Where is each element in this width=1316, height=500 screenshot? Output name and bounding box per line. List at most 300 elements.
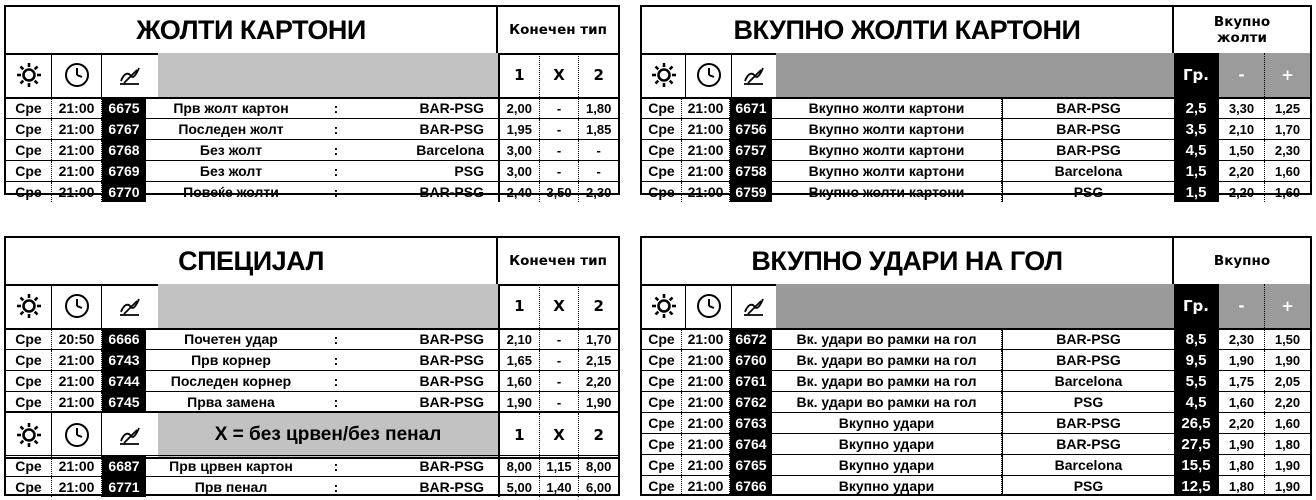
odd-under[interactable]: 2,30 [1219,329,1265,349]
team-name: Barcelona [1002,455,1174,475]
day-cell: Сре [642,140,682,160]
odds-cells [498,161,618,181]
panel-title: ВКУПНО УДАРИ НА ГОЛ [751,245,1063,276]
odd-x[interactable]: 1,40 [540,477,580,497]
odd-under[interactable]: 2,20 [1219,182,1265,202]
odd-under[interactable]: 1,60 [1219,392,1265,412]
day-cell: Сре [642,98,682,118]
odd-over[interactable]: 1,70 [1274,121,1301,137]
shots-row[interactable] [642,370,1310,391]
clock-icon [52,284,102,328]
time-cell: 21:00 [682,161,730,181]
odd-under[interactable]: 1,80 [1219,476,1265,496]
day-cell: Сре [6,140,52,160]
odd-1[interactable]: 5,00 [500,477,540,497]
odds-title: Вкупно [1172,238,1310,284]
event-code: 6770 [102,182,146,202]
icon-bar-secondary [6,411,618,459]
day-cell: Сре [6,371,52,391]
team-name: BAR-PSG [419,121,484,137]
separator: : [333,121,339,137]
market-cell [146,182,498,202]
odd-1[interactable]: 1,95 [500,119,540,139]
time-cell: 21:00 [682,140,730,160]
odd-under[interactable]: 3,30 [1219,98,1265,118]
odds-title: Конечен тип [496,7,618,53]
time-cell: 21:00 [52,119,102,139]
time-cell: 21:00 [52,477,102,497]
day-cell: Сре [6,477,52,497]
market-cell [146,119,498,139]
time-cell: 21:00 [52,140,102,160]
market-name: Прва замена [187,394,275,410]
odds-cells [498,119,618,139]
market-name: Вкупно удари [772,434,1002,454]
market-name: Вкупно жолти картони [772,161,1002,181]
odds-cells [498,371,618,391]
event-code: 6743 [102,350,146,370]
odd-1[interactable]: 1,60 [500,371,540,391]
separator: : [333,458,339,474]
day-cell: Сре [642,371,682,391]
market-cell [146,329,498,349]
time-cell: 21:00 [52,350,102,370]
odd-over[interactable]: 1,60 [1274,415,1301,431]
special-row[interactable] [6,370,618,391]
market-name: Повеќе жолти [183,184,279,200]
time-cell: 21:00 [682,182,730,202]
odds-title: Конечен тип [496,238,618,284]
time-cell: 21:00 [682,455,730,475]
odds-headers [1174,53,1310,97]
team-name: BAR-PSG [419,352,484,368]
total-yellow-row[interactable] [642,139,1310,160]
team-name: BAR-PSG [419,184,484,200]
line-cell: 27,5 [1174,434,1218,454]
market-name: Прв црвен картон [169,458,293,474]
panel-header [6,7,618,55]
market-name: Прв пенал [194,479,268,495]
odd-2[interactable]: 1,85 [586,121,612,137]
odd-1[interactable]: 3,00 [500,140,540,160]
icon-bar [6,53,618,99]
special-panel [4,236,620,496]
odds-header-1: 1 [500,284,540,328]
day-cell: Сре [642,329,682,349]
odd-1[interactable]: 2,40 [500,182,540,202]
event-code: 6763 [730,413,772,433]
day-cell: Сре [6,98,52,118]
panel-header [642,238,1310,286]
time-cell: 21:00 [52,161,102,181]
line-cell: 1,5 [1174,182,1218,202]
odds-cells [1218,371,1310,391]
day-cell: Сре [6,329,52,349]
pen-icon [102,413,158,457]
line-cell: 2,5 [1174,98,1218,118]
event-code: 6687 [102,456,146,476]
pen-icon [102,53,158,97]
line-cell: 12,5 [1174,476,1218,496]
odds-header-line: Гр. [1174,53,1219,97]
special-row[interactable] [6,328,618,349]
separator: : [333,100,339,116]
odd-2[interactable]: 2,30 [586,184,612,200]
odd-1[interactable]: 2,00 [500,98,540,118]
team-name: PSG [1002,392,1174,412]
time-cell: 21:00 [52,392,102,412]
shots-row[interactable] [642,328,1310,349]
total-yellow-panel [640,5,1312,201]
sun-icon [642,284,686,328]
header-fill [158,284,498,328]
team-name: PSG [1002,182,1174,202]
odds-header-over: + [1265,284,1310,328]
odd-over[interactable]: 2,30 [1274,142,1301,158]
market-cell [146,456,498,476]
market-name: Прв жолт картон [173,100,289,116]
odd-over[interactable]: 1,50 [1274,331,1301,347]
total-yellow-row[interactable] [642,97,1310,118]
event-code: 6671 [730,98,772,118]
market-name: Вк. удари во рамки на гол [772,350,1002,370]
odd-over[interactable]: 2,20 [1274,394,1301,410]
odds-cells [498,329,618,349]
odd-under[interactable]: 1,50 [1219,140,1265,160]
yellow-row[interactable] [6,139,618,160]
market-name: Вкупно жолти картони [772,119,1002,139]
odds-title [1172,7,1310,53]
odd-over[interactable]: 1,90 [1274,457,1301,473]
event-code: 6666 [102,329,146,349]
market-cell [146,161,498,181]
odd-x[interactable]: - [540,140,580,160]
line-cell: 1,5 [1174,161,1218,181]
separator: : [333,142,339,158]
odd-over[interactable]: 1,60 [1274,163,1301,179]
day-cell: Сре [642,350,682,370]
yellow-row[interactable] [6,118,618,139]
line-cell: 3,5 [1174,119,1218,139]
total-yellow-row[interactable] [642,181,1310,202]
time-cell: 21:00 [682,98,730,118]
odd-2[interactable]: 8,00 [586,458,612,474]
team-name: BAR-PSG [419,458,484,474]
odd-1[interactable]: 1,65 [500,350,540,370]
event-code: 6771 [102,477,146,497]
market-name: Прв корнер [191,352,271,368]
odds-headers [498,284,618,328]
odd-2[interactable]: 2,20 [586,373,612,389]
day-cell: Сре [6,161,52,181]
odd-x[interactable]: - [540,98,580,118]
market-name: Вкупно жолти картони [772,182,1002,202]
odds-cells [1218,119,1310,139]
odd-1[interactable]: 1,90 [500,392,540,412]
odd-2[interactable]: - [596,142,601,158]
odds-cells [1218,455,1310,475]
event-code: 6757 [730,140,772,160]
odds-cells [1218,140,1310,160]
odd-1[interactable]: 3,00 [500,161,540,181]
line-cell: 5,5 [1174,371,1218,391]
special-row[interactable] [6,455,618,476]
odd-over[interactable]: 1,60 [1274,184,1301,200]
shots-panel [640,236,1312,496]
team-name: BAR-PSG [1002,350,1174,370]
day-cell: Сре [642,392,682,412]
odds-title-text: Вкупно жолти [1213,14,1271,46]
market-name: Без жолт [199,163,263,179]
odds-header-line: Гр. [1174,284,1219,328]
odd-1[interactable]: 2,10 [500,329,540,349]
odd-over[interactable]: 1,80 [1274,436,1301,452]
market-cell [146,98,498,118]
odd-over[interactable]: 1,90 [1274,478,1301,494]
sun-icon [6,413,52,457]
market-name: Почетен удар [184,331,278,347]
time-cell: 21:00 [52,456,102,476]
separator: : [333,352,339,368]
team-name: BAR-PSG [1002,119,1174,139]
separator: : [333,331,339,347]
time-cell: 21:00 [682,371,730,391]
team-name: BAR-PSG [419,331,484,347]
market-name: Без жолт [199,142,263,158]
pen-icon [732,53,776,97]
day-cell: Сре [6,119,52,139]
day-cell: Сре [6,392,52,412]
odds-cells [1218,413,1310,433]
header-fill [776,284,1174,328]
time-cell: 21:00 [682,476,730,496]
market-name: Вкупно удари [772,476,1002,496]
header-fill [158,53,498,97]
event-code: 6768 [102,140,146,160]
day-cell: Сре [642,182,682,202]
odds-header-under: - [1219,284,1265,328]
line-cell: 8,5 [1174,329,1218,349]
line-cell: 4,5 [1174,392,1218,412]
market-name: Вкупно жолти картони [772,140,1002,160]
team-name: Barcelona [1002,161,1174,181]
time-cell: 21:00 [682,350,730,370]
odd-under[interactable]: 1,80 [1219,455,1265,475]
odd-over[interactable]: 1,25 [1274,100,1301,116]
market-cell [146,371,498,391]
event-code: 6759 [730,182,772,202]
event-code: 6675 [102,98,146,118]
sun-icon [6,53,52,97]
odds-cells [1218,392,1310,412]
event-code: 6761 [730,371,772,391]
event-code: 6766 [730,476,772,496]
team-name: BAR-PSG [419,100,484,116]
time-cell: 21:00 [682,392,730,412]
odds-cells [498,477,618,497]
market-cell [146,392,498,412]
odd-x[interactable]: 1,15 [540,456,580,476]
separator: : [333,479,339,495]
day-cell: Сре [642,455,682,475]
odd-2[interactable]: 1,70 [586,331,612,347]
team-name: BAR-PSG [1002,98,1174,118]
shots-row[interactable] [642,349,1310,370]
day-cell: Сре [642,434,682,454]
shots-row[interactable] [642,412,1310,433]
odd-over[interactable]: 1,90 [1274,352,1301,368]
special-row[interactable] [6,476,618,497]
pen-icon [102,284,158,328]
clock-icon [52,413,102,457]
odd-under[interactable]: 2,20 [1219,413,1265,433]
event-code: 6765 [730,455,772,475]
panel-header [6,238,618,286]
odds-cells [1218,161,1310,181]
odd-2[interactable]: - [596,163,601,179]
odds-header-x: X [540,284,580,328]
odd-x[interactable]: - [540,392,580,412]
market-name: Вкупно удари [772,455,1002,475]
odd-2[interactable]: 2,15 [586,352,612,368]
event-code: 6764 [730,434,772,454]
odd-2[interactable]: 1,80 [586,100,612,116]
market-cell [146,477,498,497]
clock-icon [52,53,102,97]
odd-under[interactable]: 2,20 [1219,161,1265,181]
odds-header-under: - [1219,53,1265,97]
day-cell: Сре [642,413,682,433]
separator: : [333,373,339,389]
odds-cells [1218,329,1310,349]
panel-header [642,7,1310,55]
shots-row[interactable] [642,391,1310,412]
team-name: Barcelona [1002,371,1174,391]
day-cell: Сре [642,119,682,139]
event-code: 6758 [730,161,772,181]
team-name: Barcelona [416,142,484,158]
icon-bar [6,284,618,330]
odd-under[interactable]: 1,75 [1219,371,1265,391]
odds-header-1: 1 [500,53,540,97]
event-code: 6672 [730,329,772,349]
time-cell: 21:00 [52,371,102,391]
odds-header-2: 2 [593,297,604,315]
sun-icon [6,284,52,328]
day-cell: Сре [642,161,682,181]
odds-cells [1218,182,1310,202]
odd-under[interactable]: 1,90 [1219,434,1265,454]
odd-1[interactable]: 8,00 [500,456,540,476]
odds-header-2: 2 [593,426,604,444]
market-name: Вк. удари во рамки на гол [772,392,1002,412]
odds-header-2: 2 [593,66,604,84]
odd-x[interactable]: 3,50 [540,182,580,202]
odd-x[interactable]: - [540,350,580,370]
odd-2[interactable]: 1,90 [586,394,612,410]
total-yellow-row[interactable] [642,118,1310,139]
market-name: Последен корнер [170,373,292,389]
odds-cells [1218,98,1310,118]
icon-bar [642,53,1310,99]
odd-under[interactable]: 1,90 [1219,350,1265,370]
market-name: Последен жолт [178,121,284,137]
odd-2[interactable]: 6,00 [586,479,612,495]
team-name: BAR-PSG [1002,413,1174,433]
team-name: BAR-PSG [419,479,484,495]
odd-over[interactable]: 2,05 [1274,373,1301,389]
odd-x[interactable]: - [540,371,580,391]
sun-icon [642,53,686,97]
time-cell: 21:00 [682,434,730,454]
clock-icon [686,284,732,328]
market-cell [146,350,498,370]
team-name: BAR-PSG [1002,434,1174,454]
event-code: 6760 [730,350,772,370]
day-cell: Сре [642,476,682,496]
separator: : [333,184,339,200]
yellow-row[interactable] [6,97,618,118]
time-cell: 21:00 [52,182,102,202]
line-cell: 26,5 [1174,413,1218,433]
total-yellow-row[interactable] [642,160,1310,181]
odd-x[interactable]: - [540,161,580,181]
team-name: BAR-PSG [1002,329,1174,349]
market-cell [146,140,498,160]
odds-header-x: X [540,413,580,457]
shots-row[interactable] [642,475,1310,496]
odds-headers [1174,284,1310,328]
odds-cells [1218,476,1310,496]
odds-cells [498,456,618,476]
odds-cells [1218,434,1310,454]
odds-header-1: 1 [500,413,540,457]
odd-x[interactable]: - [540,329,580,349]
separator: : [333,394,339,410]
market-name: Вкупно удари [772,413,1002,433]
day-cell: Сре [6,350,52,370]
odd-under[interactable]: 2,10 [1219,119,1265,139]
odds-headers [498,53,618,97]
special-row[interactable] [6,391,618,412]
odds-header-over: + [1265,53,1310,97]
panel-title: СПЕЦИЈАЛ [178,245,324,276]
day-cell: Сре [6,456,52,476]
line-cell: 15,5 [1174,455,1218,475]
odds-cells [498,182,618,202]
special-row[interactable] [6,349,618,370]
time-cell: 21:00 [52,98,102,118]
yellow-row[interactable] [6,160,618,181]
market-name: Вк. удари во рамки на гол [772,329,1002,349]
separator: : [333,163,339,179]
yellow-row[interactable] [6,181,618,202]
event-code: 6744 [102,371,146,391]
pen-icon [732,284,776,328]
team-name: PSG [1002,476,1174,496]
time-cell: 21:00 [682,413,730,433]
shots-row[interactable] [642,454,1310,475]
odds-headers [498,413,618,457]
event-code: 6769 [102,161,146,181]
market-name: Вк. удари во рамки на гол [772,371,1002,391]
shots-row[interactable] [642,433,1310,454]
odds-header-x: X [540,53,580,97]
odd-x[interactable]: - [540,119,580,139]
time-cell: 20:50 [52,329,102,349]
odds-cells [498,350,618,370]
team-name: BAR-PSG [1002,140,1174,160]
